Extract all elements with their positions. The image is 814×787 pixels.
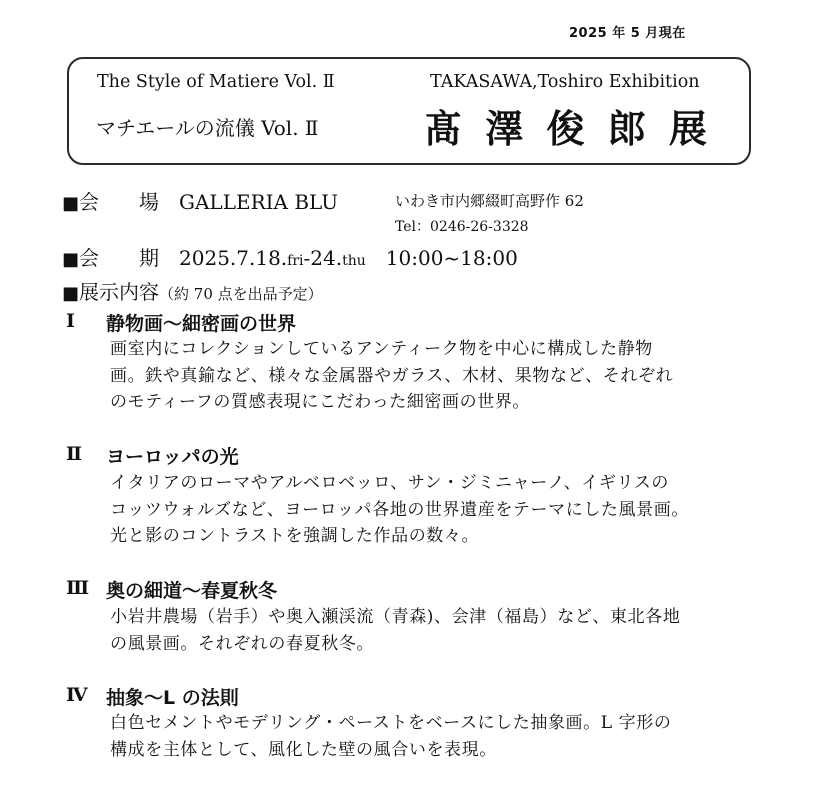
section-1-body <box>110 336 760 416</box>
period-end: -24. <box>303 246 343 270</box>
period-start: 2025.7.18. <box>179 246 288 270</box>
section-1-line: 画室内にコレクションしているアンティーク物を中心に構成した静物 <box>110 339 653 359</box>
period-start-day: fri <box>287 253 304 269</box>
exhibition-title: 髙 澤 俊 郎 展 <box>424 106 712 151</box>
section-2-body <box>110 470 760 550</box>
section-2-number: Ⅱ <box>66 443 83 465</box>
section-2-line: イタリアのローマやアルベロベッロ、サン・ジミニャーノ、イギリスの <box>110 473 669 493</box>
venue-row <box>62 186 338 215</box>
period-label: 会 期 <box>79 246 160 270</box>
period-end-day: thu <box>342 253 366 269</box>
venue-tel: Tel：0246-26-3328 <box>395 219 529 235</box>
section-4-body <box>110 710 760 763</box>
section-1-title: 静物画～細密画の世界 <box>106 313 297 335</box>
section-2-line: コッツウォルズなど、ヨーロッパ各地の世界遺産をテーマにした風景画。 <box>110 499 689 520</box>
contents-note: （約 70 点を出品予定） <box>159 285 323 303</box>
section-2-line: 光と影のコントラストを強調した作品の数々。 <box>110 526 480 546</box>
section-4-line: 構成を主体として、風化した壁の風合いを表現。 <box>110 739 497 760</box>
section-4-number: Ⅳ <box>66 684 88 706</box>
venue-label: 会 場 <box>79 190 160 214</box>
section-3-line: の風景画。それぞれの春夏秋冬。 <box>110 633 374 654</box>
section-3-body <box>110 604 760 657</box>
venue-name: GALLERIA BLU <box>179 190 339 214</box>
venue-address: いわき市内郷綴町高野作 62 <box>395 192 584 210</box>
square-marker-icon: ■ <box>62 193 80 214</box>
opening-hours: 10:00~18:00 <box>385 246 518 270</box>
section-3-number: Ⅲ <box>66 577 90 599</box>
section-4-title: 抽象～L の法則 <box>106 687 239 709</box>
section-3-title: 奥の細道～春夏秋冬 <box>106 580 278 602</box>
square-marker-icon: ■ <box>62 283 80 304</box>
contents-row <box>62 276 323 305</box>
section-1-number: Ⅰ <box>66 310 75 332</box>
japanese-subtitle: マチエールの流儀 Vol. Ⅱ <box>96 116 319 140</box>
section-1-line: 画。鉄や真鍮など、様々な金属器やガラス、木材、果物など、それぞれ <box>110 365 674 386</box>
date-note: 2025 年 5 月現在 <box>569 26 686 41</box>
section-3-line: 小岩井農場（岩手）や奥入瀬渓流（青森)、会津（福島）など、東北各地 <box>110 607 681 627</box>
section-1-line: のモティーフの質感表現にこだわった細密画の世界。 <box>110 392 531 412</box>
contents-label: 展示内容 <box>79 280 160 304</box>
section-4-line: 白色セメントやモデリング・ペーストをベースにした抽象画。L 字形の <box>110 713 672 733</box>
english-exhibition-title: TAKASAWA,Toshiro Exhibition <box>430 72 700 92</box>
period-row <box>62 242 518 271</box>
square-marker-icon: ■ <box>62 249 80 270</box>
section-2-title: ヨーロッパの光 <box>106 446 239 468</box>
english-title: The Style of Matiere Vol. Ⅱ <box>97 72 335 92</box>
